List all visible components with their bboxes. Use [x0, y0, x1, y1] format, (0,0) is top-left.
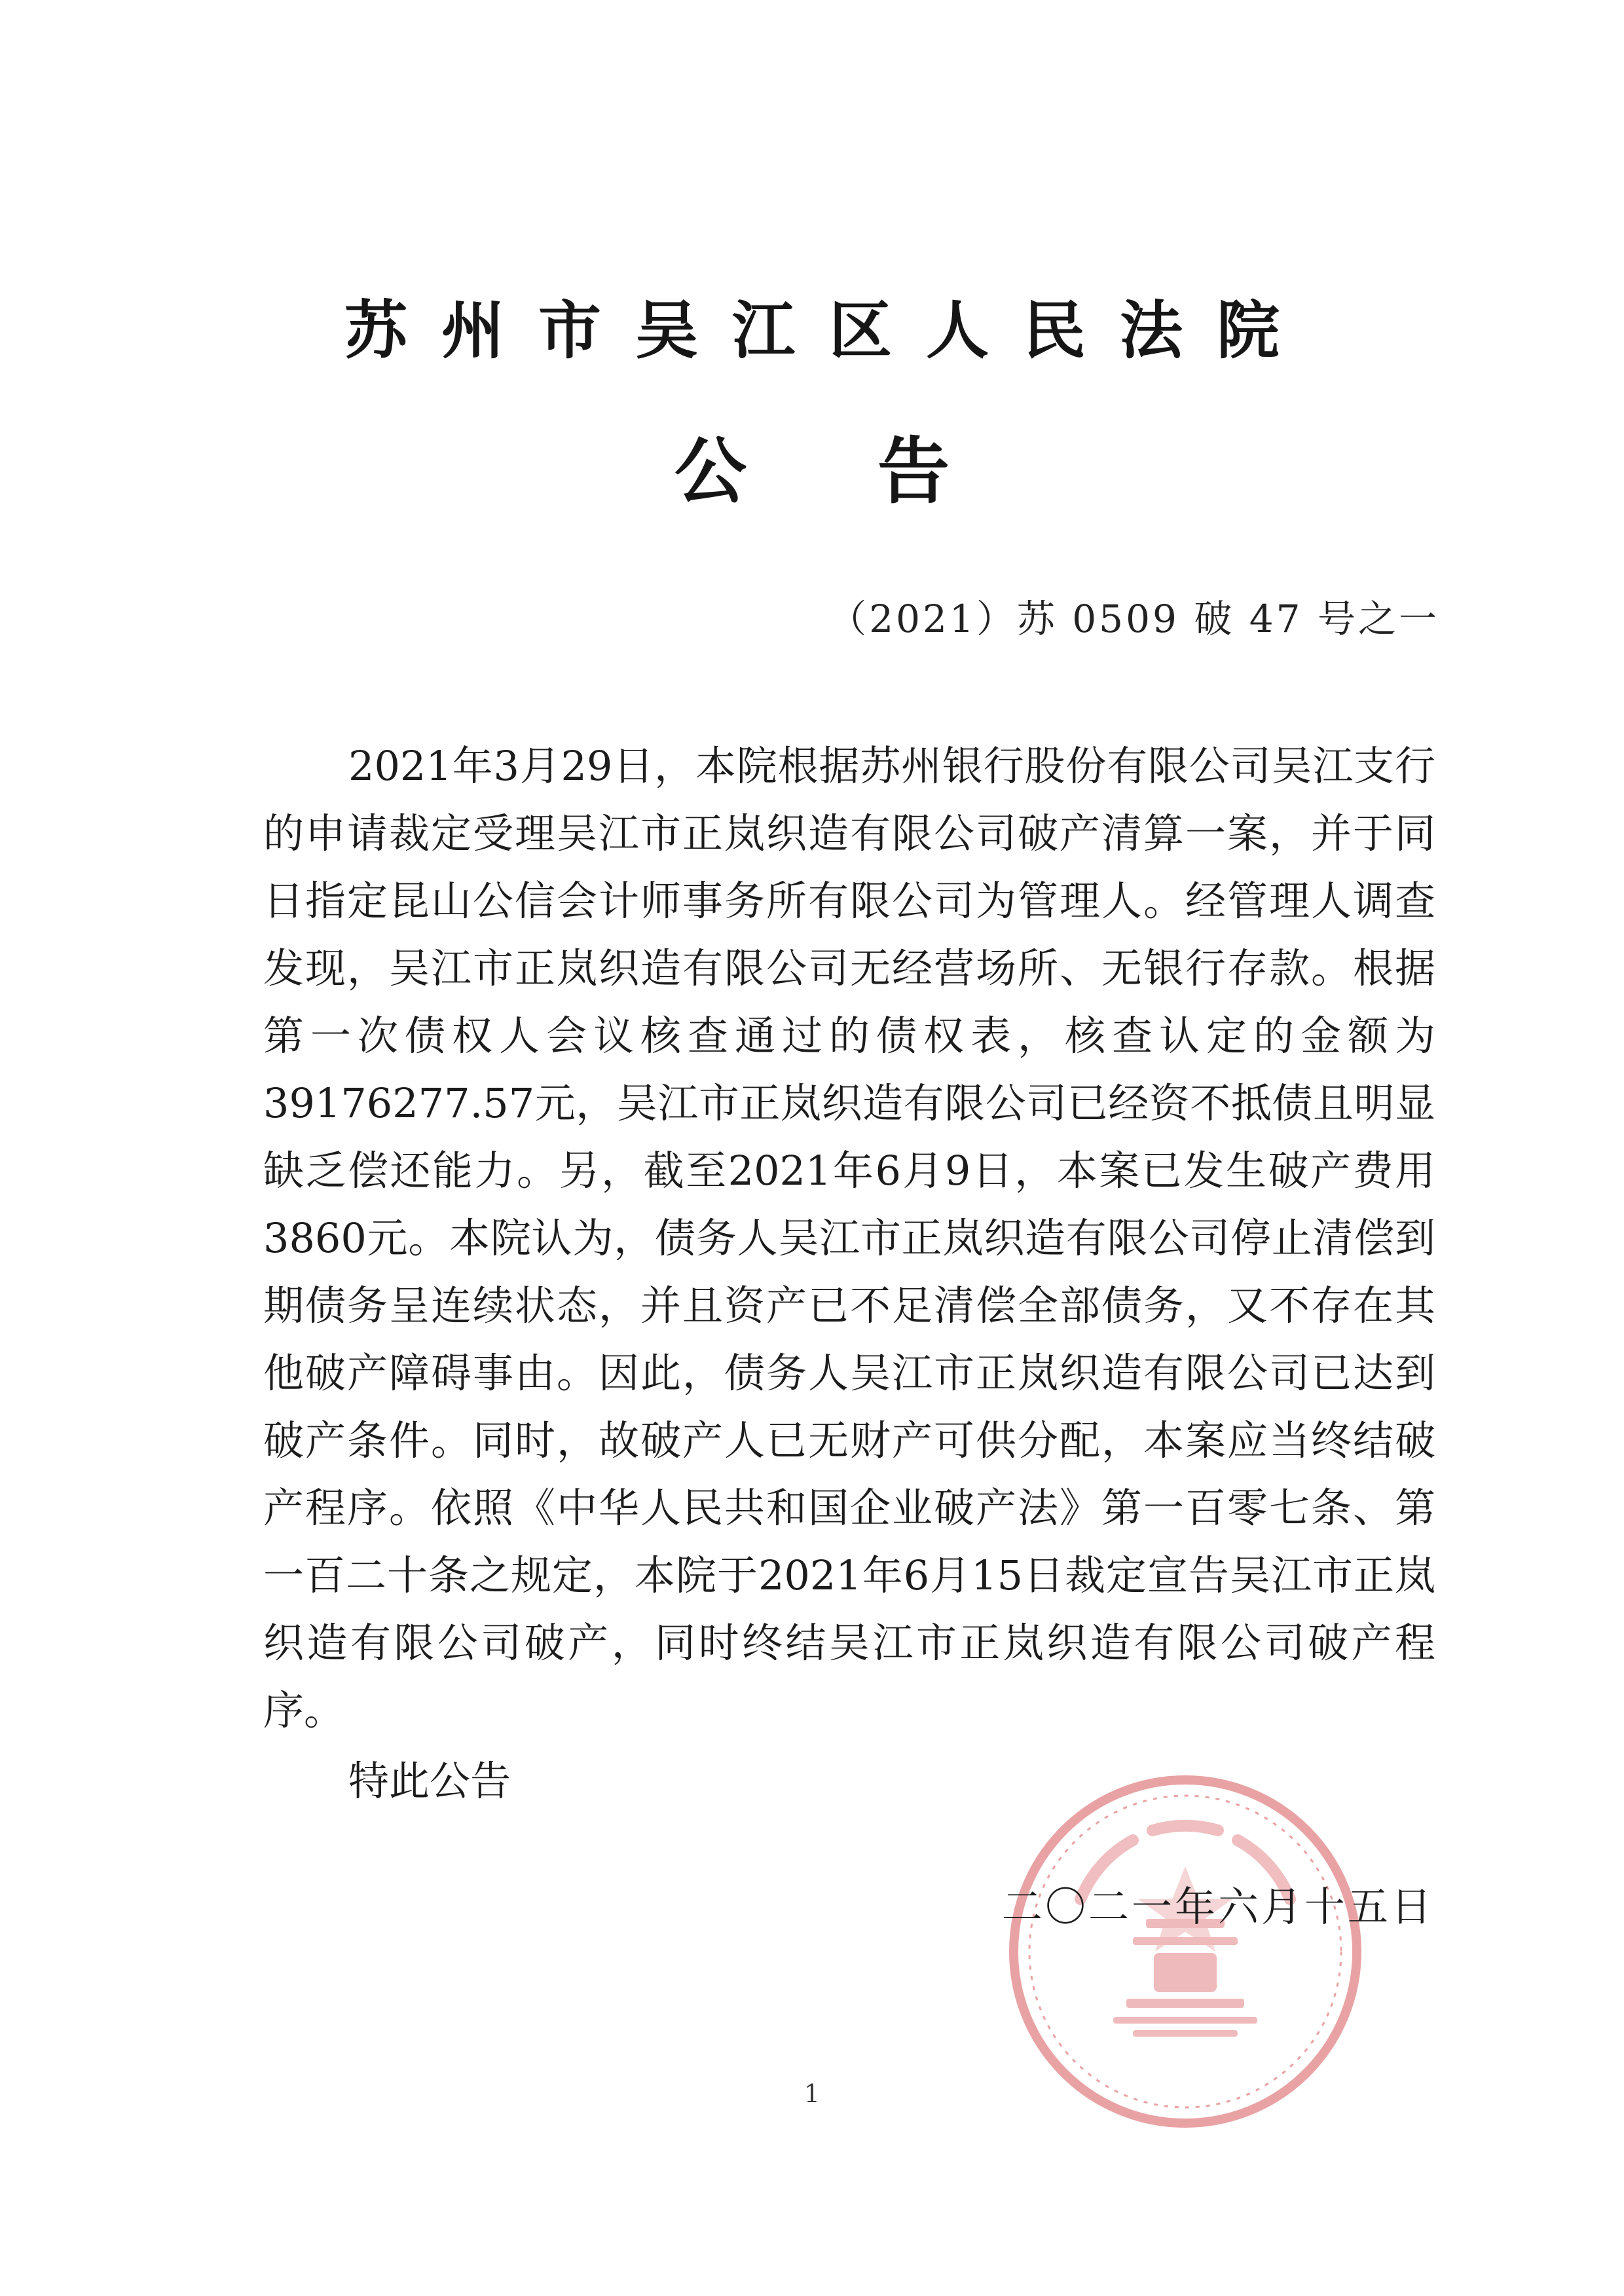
page-number: 1 [803, 2079, 821, 2108]
document-type-heading: 公告 [674, 430, 1080, 513]
court-name-heading: 苏州市吴江区人民法院 [344, 294, 1314, 367]
signature-date: 二〇二一年六月十五日 [1001, 1883, 1434, 1931]
announcement-body [263, 732, 1435, 1744]
closing-phrase: 特此公告 [348, 1757, 511, 1805]
case-number: （2021）苏 0509 破 47 号之一 [828, 597, 1439, 641]
announcement-paragraph: 2021年3月29日，本院根据苏州银行股份有限公司吴江支行的申请裁定受理吴江市正岚织造有限公司破产清算一案，并于同日指定昆山公信会计师事务所有限公司为管理人。经管理人调查发现，吴江市正岚织造有限公司无经营场所、无银行存款。根据第一次债权人会议核查通过的债权表，核查认定的金额为39176277.57元，吴江市正岚织造有限公司已经资不抵债且明显缺乏偿还能力。另，截至2021年6月9日，本案已发生破产费用3860元。本院认为，债务人吴江市正岚织造有限公司停止清偿到期债务呈连续状态，并且资产已不足清偿全部债务，又不存在其他破产障碍事由。因此，债务人吴江市正岚织造有限公司已达到破产条件。同时，故破产人已无财产可供分配，本案应当终结破产程序。依照《中华人民共和国企业破产法》第一百零七条、第一百二十条之规定，本院于2021年6月15日裁定宣告吴江市正岚织造有限公司破产，同时终结吴江市正岚织造有限公司破产程序。 [263, 742, 1435, 1734]
